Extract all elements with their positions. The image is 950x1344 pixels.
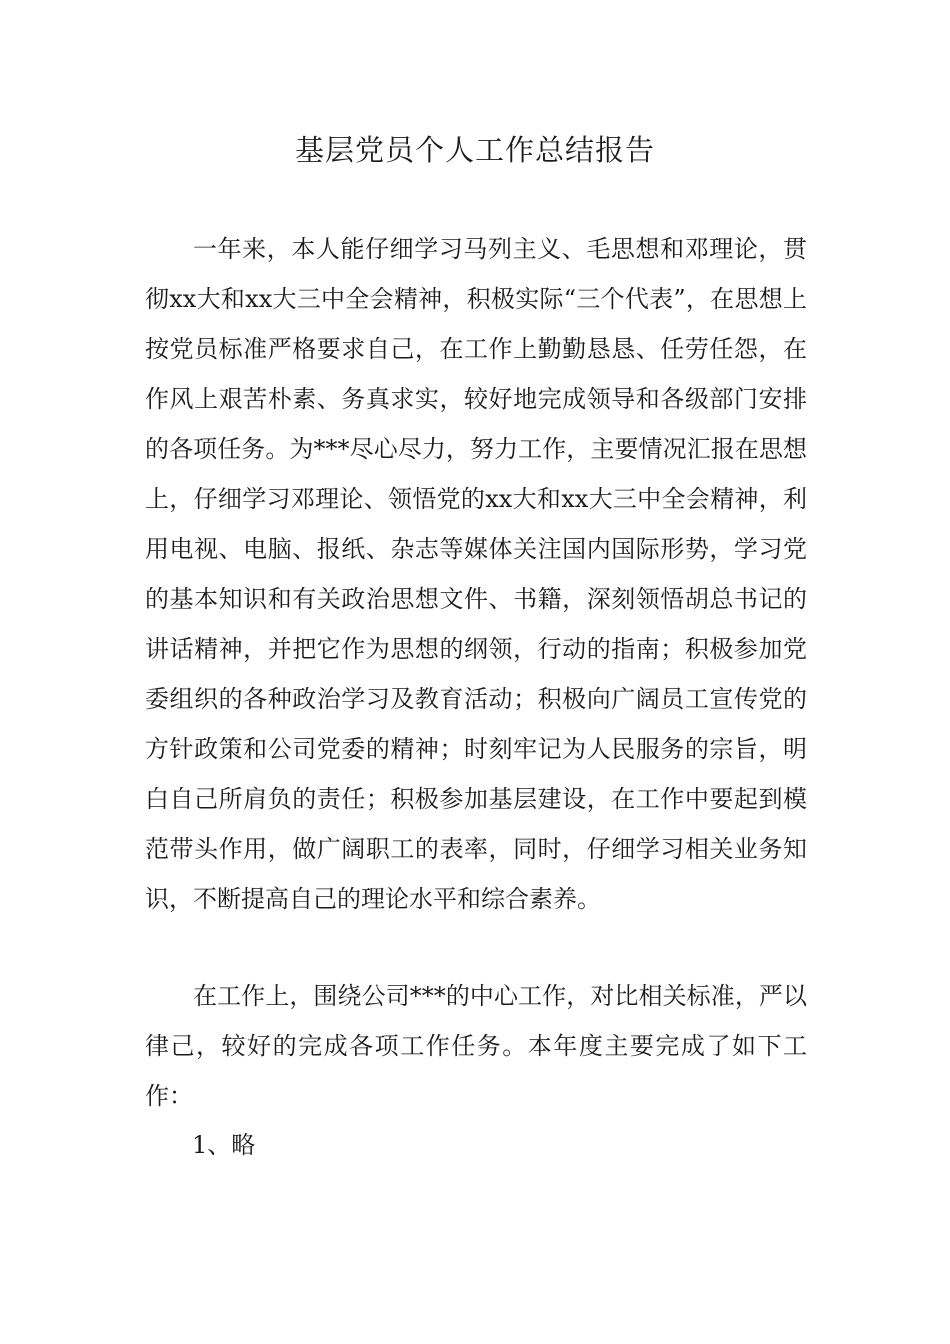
body-paragraph-2: 在工作上，围绕公司***的中心工作，对比相关标准，严以律己，较好的完成各项工作任务。本年度主要完成了如下工作：: [145, 982, 807, 1110]
body-paragraph-1: 一年来，本人能仔细学习马列主义、毛思想和邓理论，贯彻xx大和xx大三中全会精神，积极实际“三个代表”，在思想上按党员标准严格要求自己，在工作上勤勤恳恳、任劳任怨，在作风上艰苦朴素、务真求实，较好地完成领导和各级部门安排的各项任务。为***尽心尽力，努力工作，主要情况汇报在思想上，仔细学习邓理论、领悟党的xx大和xx大三中全会精神，利用电视、电脑、报纸、杂志等媒体关注国内国际形势，学习党的基本知识和有关政治思想文件、书籍，深刻领悟胡总书记的讲话精神，并把它作为思想的纲领，行动的指南；积极参加党委组织的各种政治学习及教育活动；积极向广阔员工宣传党的方针政策和公司党委的精神；时刻牢记为人民服务的宗旨，明白自己所肩负的责任；积极参加基层建设，在工作中要起到模范带头作用，做广阔职工的表率，同时，仔细学习相关业务知识，不断提高自己的理论水平和综合素养。: [145, 235, 807, 913]
document-title: 基层党员个人工作总结报告: [294, 133, 655, 167]
list-item-1: 1、略: [192, 1131, 256, 1159]
